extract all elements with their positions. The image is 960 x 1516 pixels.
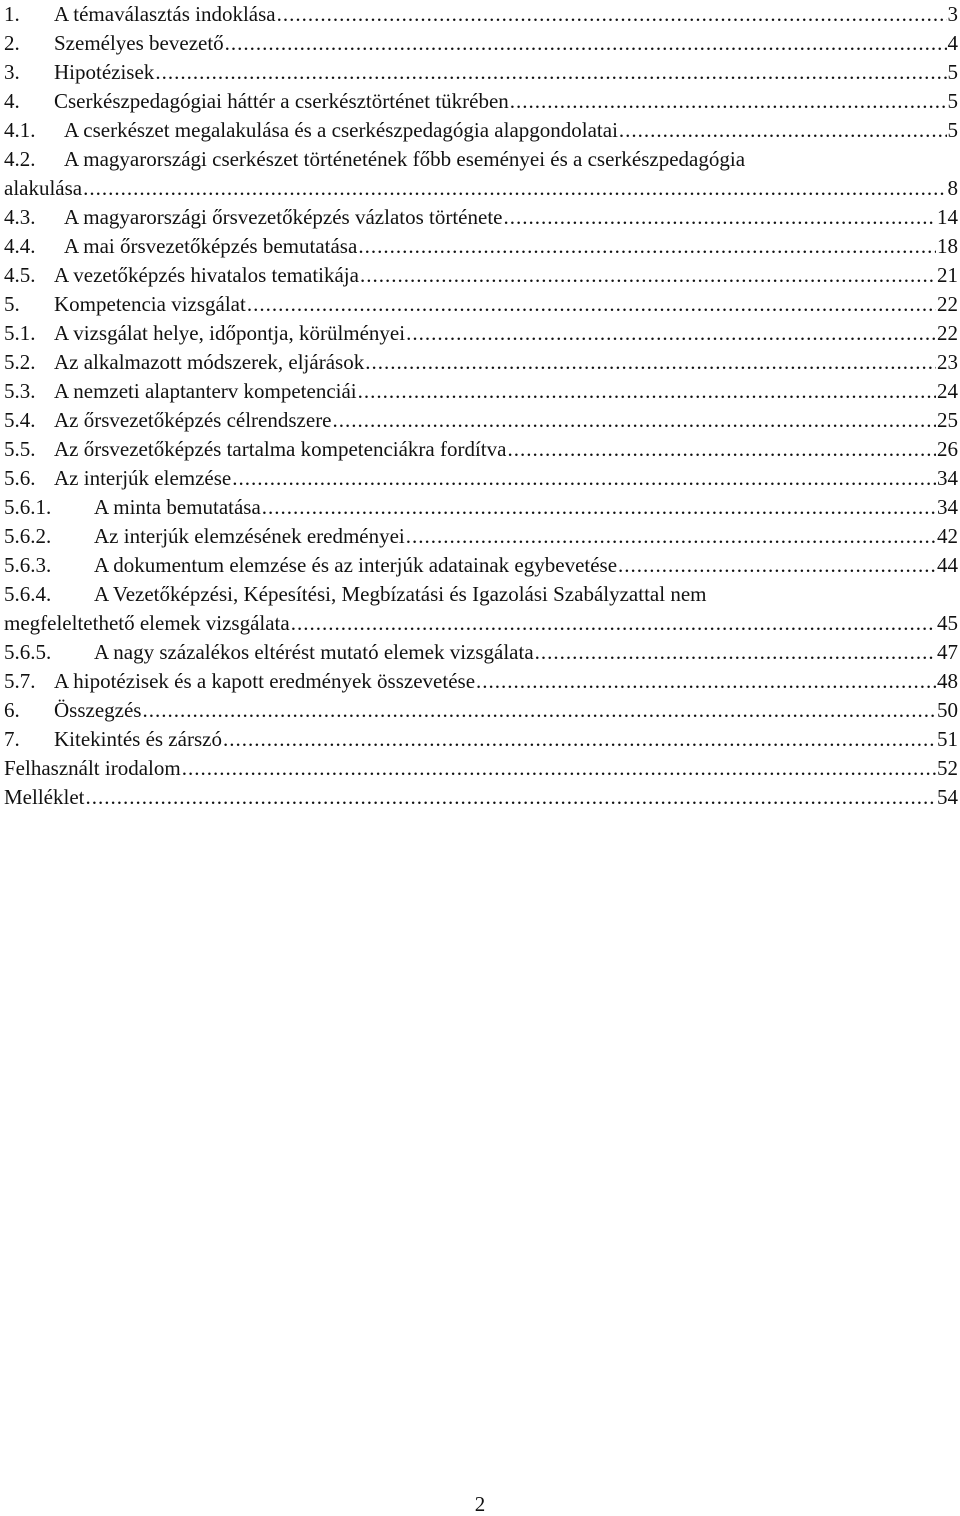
dot-leader — [618, 551, 936, 580]
toc-entry-page: 5 — [947, 89, 958, 113]
toc-entry-title-continued: megfeleltethető elemek vizsgálata — [4, 611, 290, 635]
toc-entry[interactable] — [4, 290, 958, 319]
toc-entry[interactable] — [4, 87, 958, 116]
toc-entry-line1[interactable] — [4, 145, 958, 174]
toc-entry-title: A mai őrsvezetőképzés bemutatása — [64, 234, 358, 258]
toc-entry-title: Kitekintés és zárszó — [54, 727, 222, 751]
toc-entry-title: A nagy százalékos eltérést mutató elemek vizsgálata — [94, 640, 534, 664]
dot-leader — [360, 261, 936, 290]
toc-entry-number: 6. — [4, 698, 20, 722]
toc-entry-page: 4 — [947, 31, 958, 55]
toc-entry-page: 50 — [937, 698, 958, 722]
toc-entry[interactable] — [4, 725, 958, 754]
toc-entry-page: 8 — [947, 176, 958, 200]
table-of-contents — [4, 0, 958, 812]
toc-entry-number: 4.2. — [4, 147, 36, 171]
dot-leader — [262, 493, 936, 522]
toc-entry-title: Összegzés — [54, 698, 142, 722]
toc-entry-title-continued: alakulása — [4, 176, 83, 200]
toc-entry-page: 47 — [937, 640, 958, 664]
dot-leader — [619, 116, 947, 145]
toc-entry-title: A dokumentum elemzése és az interjúk adatainak egybevetése — [94, 553, 618, 577]
toc-entry-number: 4.1. — [4, 118, 36, 142]
toc-entry-title: A témaválasztás indoklása — [54, 2, 276, 26]
toc-entry-title: A hipotézisek és a kapott eredmények összevetése — [54, 669, 476, 693]
toc-entry-page: 45 — [937, 611, 958, 635]
toc-entry[interactable] — [4, 696, 958, 725]
dot-leader — [358, 232, 936, 261]
dot-leader — [225, 29, 947, 58]
dot-leader — [85, 783, 936, 812]
toc-entry-title: Az őrsvezetőképzés tartalma kompetenciákra fordítva — [54, 437, 507, 461]
toc-entry[interactable] — [4, 116, 958, 145]
toc-entry-line1[interactable] — [4, 580, 958, 609]
toc-entry-title: Az őrsvezetőképzés célrendszere — [54, 408, 332, 432]
toc-entry-title: Melléklet — [4, 785, 85, 809]
toc-entry-page: 26 — [937, 437, 958, 461]
toc-entry-page: 18 — [937, 234, 958, 258]
page-number: 2 — [474, 1492, 486, 1516]
dot-leader — [406, 522, 936, 551]
dot-leader — [155, 58, 946, 87]
toc-entry-page: 5 — [947, 118, 958, 142]
toc-entry-number: 4.4. — [4, 234, 36, 258]
toc-entry-number: 4. — [4, 89, 20, 113]
toc-entry-title: Felhasznált irodalom — [4, 756, 181, 780]
toc-entry-number: 5.7. — [4, 669, 36, 693]
dot-leader — [277, 0, 947, 29]
dot-leader — [333, 406, 936, 435]
toc-entry[interactable] — [4, 638, 958, 667]
toc-entry-title: A Vezetőképzési, Képesítési, Megbízatási és Igazolási Szabályzattal nem — [94, 582, 707, 606]
toc-entry[interactable] — [4, 0, 958, 29]
toc-entry-number: 5. — [4, 292, 20, 316]
dot-leader — [510, 87, 947, 116]
toc-entry-title: A minta bemutatása — [94, 495, 261, 519]
toc-entry-title: A magyarországi őrsvezetőképzés vázlatos története — [64, 205, 503, 229]
toc-entry[interactable] — [4, 319, 958, 348]
toc-entry[interactable] — [4, 377, 958, 406]
toc-entry-title: Kompetencia vizsgálat — [54, 292, 246, 316]
toc-entry-title: Személyes bevezető — [54, 31, 224, 55]
toc-entry-line2[interactable] — [4, 609, 958, 638]
toc-entry[interactable] — [4, 232, 958, 261]
toc-entry-page: 52 — [937, 756, 958, 780]
toc-entry-page: 34 — [937, 466, 958, 490]
toc-entry-title: Az alkalmazott módszerek, eljárások — [54, 350, 365, 374]
toc-entry[interactable] — [4, 406, 958, 435]
toc-entry-number: 5.4. — [4, 408, 36, 432]
toc-entry-page: 21 — [937, 263, 958, 287]
toc-entry-number: 5.6.1. — [4, 495, 52, 519]
toc-entry-title: Hipotézisek — [54, 60, 155, 84]
toc-entry-title: A magyarországi cserkészet történetének főbb eseményei és a cserkészpedagógia — [64, 147, 746, 171]
toc-entry-number: 5.6.4. — [4, 582, 52, 606]
dot-leader — [142, 696, 936, 725]
toc-entry-number: 7. — [4, 727, 20, 751]
toc-entry[interactable] — [4, 522, 958, 551]
toc-entry[interactable] — [4, 667, 958, 696]
toc-entry[interactable] — [4, 464, 958, 493]
dot-leader — [247, 290, 936, 319]
toc-entry-title: A cserkészet megalakulása és a cserkészpedagógia alapgondolatai — [64, 118, 618, 142]
toc-entry-title: Az interjúk elemzése — [54, 466, 232, 490]
toc-entry-number: 5.6. — [4, 466, 36, 490]
toc-entry-title: Cserkészpedagógiai háttér a cserkésztörténet tükrében — [54, 89, 509, 113]
toc-entry[interactable] — [4, 348, 958, 377]
dot-leader — [503, 203, 936, 232]
toc-entry-page: 23 — [937, 350, 958, 374]
toc-entry-page: 44 — [937, 553, 958, 577]
toc-entry[interactable] — [4, 29, 958, 58]
toc-entry-page: 48 — [937, 669, 958, 693]
toc-entry-number: 5.6.5. — [4, 640, 52, 664]
dot-leader — [182, 754, 936, 783]
dot-leader — [365, 348, 936, 377]
toc-entry-page: 22 — [937, 292, 958, 316]
toc-entry-page: 22 — [937, 321, 958, 345]
dot-leader — [476, 667, 936, 696]
dot-leader — [291, 609, 936, 638]
toc-entry-number: 5.5. — [4, 437, 36, 461]
toc-entry[interactable] — [4, 435, 958, 464]
dot-leader — [83, 174, 946, 203]
toc-entry-page: 54 — [937, 785, 958, 809]
toc-entry-page: 24 — [937, 379, 958, 403]
toc-entry-page: 5 — [947, 60, 958, 84]
dot-leader — [406, 319, 936, 348]
dot-leader — [232, 464, 936, 493]
toc-entry-number: 5.3. — [4, 379, 36, 403]
toc-entry-page: 3 — [947, 2, 958, 26]
toc-entry-number: 3. — [4, 60, 20, 84]
toc-entry[interactable] — [4, 58, 958, 87]
dot-leader — [535, 638, 936, 667]
toc-entry-number: 5.6.2. — [4, 524, 52, 548]
toc-entry-number: 5.1. — [4, 321, 36, 345]
toc-entry[interactable] — [4, 754, 958, 783]
toc-entry[interactable] — [4, 783, 958, 812]
toc-entry-title: A nemzeti alaptanterv kompetenciái — [54, 379, 357, 403]
toc-entry-page: 25 — [937, 408, 958, 432]
toc-entry-line2[interactable] — [4, 174, 958, 203]
dot-leader — [358, 377, 936, 406]
toc-entry-page: 34 — [937, 495, 958, 519]
toc-entry[interactable] — [4, 261, 958, 290]
toc-entry-title: A vezetőképzés hivatalos tematikája — [54, 263, 359, 287]
toc-entry-page: 42 — [937, 524, 958, 548]
toc-entry-number: 4.5. — [4, 263, 36, 287]
toc-entry[interactable] — [4, 203, 958, 232]
toc-entry-number: 5.6.3. — [4, 553, 52, 577]
toc-entry-page: 14 — [937, 205, 958, 229]
dot-leader — [223, 725, 936, 754]
toc-entry[interactable] — [4, 551, 958, 580]
toc-entry[interactable] — [4, 493, 958, 522]
toc-entry-page: 51 — [937, 727, 958, 751]
toc-entry-number: 5.2. — [4, 350, 36, 374]
toc-entry-number: 4.3. — [4, 205, 36, 229]
dot-leader — [507, 435, 936, 464]
toc-entry-title: A vizsgálat helye, időpontja, körülményei — [54, 321, 406, 345]
toc-entry-number: 1. — [4, 2, 20, 26]
toc-entry-title: Az interjúk elemzésének eredményei — [94, 524, 405, 548]
toc-entry-number: 2. — [4, 31, 20, 55]
